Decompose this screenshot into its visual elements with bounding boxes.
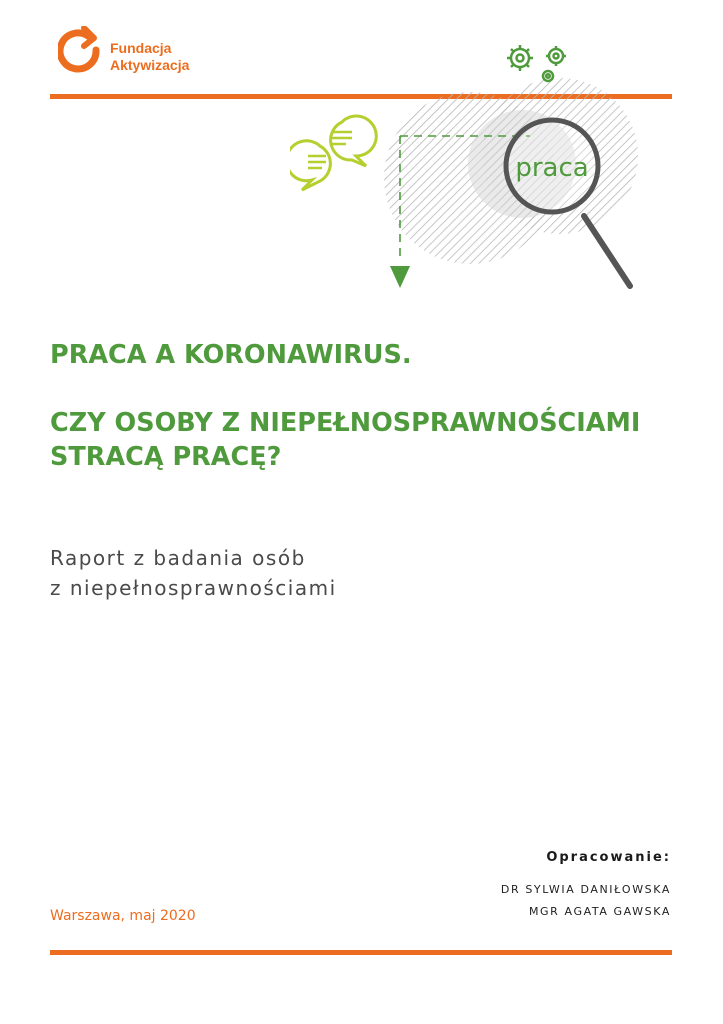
- foundation-logo: [58, 26, 208, 80]
- logo-line-2: Aktywizacja: [110, 57, 190, 73]
- credits-heading: Opracowanie:: [546, 850, 671, 865]
- logo-refresh-icon: [58, 26, 106, 78]
- logo-line-1: Fundacja: [110, 40, 172, 56]
- author-2: MGR AGATA GAWSKA: [528, 905, 671, 918]
- chat-bubbles-icon: [290, 116, 376, 190]
- report-title: [50, 338, 710, 474]
- place-date: Warszawa, maj 2020: [50, 908, 196, 924]
- subtitle-line-1: Raport z badania osób: [50, 546, 306, 570]
- report-subtitle: [50, 543, 337, 603]
- credits: [501, 850, 671, 923]
- bottom-divider: [50, 950, 672, 955]
- magnifier-word: praca: [515, 153, 589, 183]
- author-1: DR SYLWIA DANIŁOWSKA: [500, 883, 671, 896]
- title-line-3: STRACĄ PRACĘ?: [50, 442, 282, 472]
- gears-icon: [507, 45, 566, 81]
- subtitle-line-2: z niepełnosprawnościami: [50, 576, 337, 600]
- logo-text: [110, 40, 189, 74]
- title-line-2: CZY OSOBY Z NIEPEŁNOSPRAWNOŚCIAMI: [50, 408, 641, 438]
- title-line-1: PRACA A KORONAWIRUS.: [50, 340, 412, 370]
- job-search-illustration: [290, 36, 650, 296]
